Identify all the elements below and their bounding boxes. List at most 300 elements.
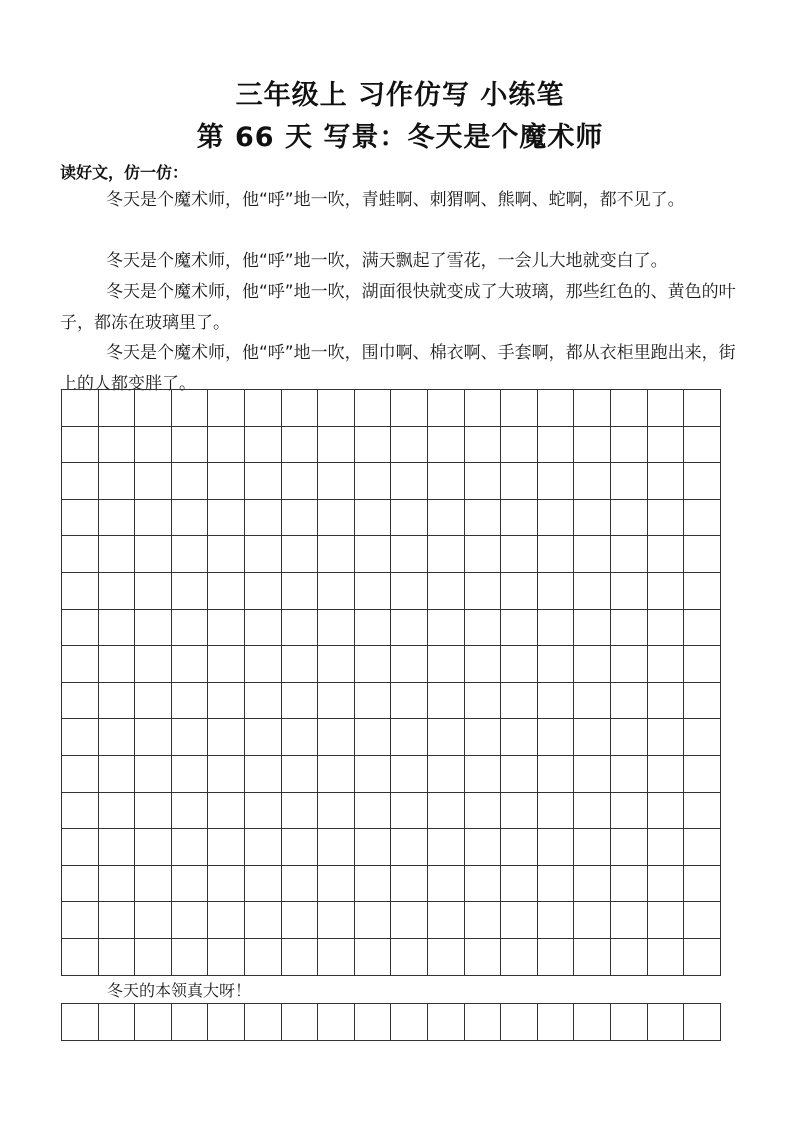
grid-cell[interactable] bbox=[501, 646, 538, 683]
grid-cell[interactable] bbox=[282, 390, 319, 427]
grid-cell[interactable] bbox=[135, 829, 172, 866]
grid-cell[interactable] bbox=[172, 427, 209, 464]
grid-cell[interactable] bbox=[501, 683, 538, 720]
grid-cell[interactable] bbox=[172, 902, 209, 939]
grid-cell[interactable] bbox=[538, 573, 575, 610]
grid-cell[interactable] bbox=[391, 500, 428, 537]
grid-cell[interactable] bbox=[318, 1004, 355, 1041]
grid-cell[interactable] bbox=[428, 427, 465, 464]
grid-cell[interactable] bbox=[208, 536, 245, 573]
grid-cell[interactable] bbox=[318, 646, 355, 683]
grid-cell[interactable] bbox=[648, 866, 685, 903]
grid-cell[interactable] bbox=[648, 463, 685, 500]
grid-cell[interactable] bbox=[62, 1004, 99, 1041]
grid-cell[interactable] bbox=[428, 683, 465, 720]
grid-cell[interactable] bbox=[465, 829, 502, 866]
grid-cell[interactable] bbox=[648, 719, 685, 756]
grid-cell[interactable] bbox=[355, 646, 392, 683]
grid-cell[interactable] bbox=[428, 866, 465, 903]
grid-cell[interactable] bbox=[611, 463, 648, 500]
grid-cell[interactable] bbox=[465, 500, 502, 537]
grid-cell[interactable] bbox=[648, 902, 685, 939]
grid-cell[interactable] bbox=[172, 829, 209, 866]
grid-cell[interactable] bbox=[428, 829, 465, 866]
grid-cell[interactable] bbox=[391, 573, 428, 610]
grid-cell[interactable] bbox=[465, 683, 502, 720]
grid-cell[interactable] bbox=[648, 573, 685, 610]
grid-cell[interactable] bbox=[99, 1004, 136, 1041]
grid-cell[interactable] bbox=[611, 939, 648, 976]
grid-cell[interactable] bbox=[245, 463, 282, 500]
grid-cell[interactable] bbox=[684, 719, 721, 756]
grid-cell[interactable] bbox=[245, 829, 282, 866]
grid-cell[interactable] bbox=[501, 939, 538, 976]
grid-cell[interactable] bbox=[465, 573, 502, 610]
grid-cell[interactable] bbox=[99, 610, 136, 647]
grid-cell[interactable] bbox=[428, 463, 465, 500]
grid-cell[interactable] bbox=[391, 390, 428, 427]
grid-cell[interactable] bbox=[501, 573, 538, 610]
grid-cell[interactable] bbox=[428, 939, 465, 976]
grid-cell[interactable] bbox=[318, 866, 355, 903]
grid-cell[interactable] bbox=[684, 646, 721, 683]
grid-cell[interactable] bbox=[574, 573, 611, 610]
grid-cell[interactable] bbox=[282, 463, 319, 500]
grid-cell[interactable] bbox=[648, 793, 685, 830]
grid-cell[interactable] bbox=[62, 610, 99, 647]
grid-cell[interactable] bbox=[318, 902, 355, 939]
grid-cell[interactable] bbox=[465, 756, 502, 793]
grid-cell[interactable] bbox=[135, 1004, 172, 1041]
grid-cell[interactable] bbox=[99, 500, 136, 537]
grid-cell[interactable] bbox=[282, 829, 319, 866]
grid-cell[interactable] bbox=[172, 646, 209, 683]
grid-cell[interactable] bbox=[428, 902, 465, 939]
grid-cell[interactable] bbox=[574, 719, 611, 756]
grid-cell[interactable] bbox=[538, 390, 575, 427]
grid-cell[interactable] bbox=[611, 829, 648, 866]
grid-cell[interactable] bbox=[245, 756, 282, 793]
grid-cell[interactable] bbox=[574, 536, 611, 573]
grid-cell[interactable] bbox=[245, 536, 282, 573]
grid-cell[interactable] bbox=[428, 719, 465, 756]
grid-cell[interactable] bbox=[282, 793, 319, 830]
grid-cell[interactable] bbox=[62, 573, 99, 610]
grid-cell[interactable] bbox=[355, 829, 392, 866]
grid-cell[interactable] bbox=[574, 756, 611, 793]
grid-cell[interactable] bbox=[318, 427, 355, 464]
grid-cell[interactable] bbox=[648, 683, 685, 720]
grid-cell[interactable] bbox=[282, 719, 319, 756]
grid-cell[interactable] bbox=[355, 939, 392, 976]
grid-cell[interactable] bbox=[428, 573, 465, 610]
grid-cell[interactable] bbox=[62, 390, 99, 427]
grid-cell[interactable] bbox=[648, 756, 685, 793]
grid-cell[interactable] bbox=[648, 829, 685, 866]
grid-cell[interactable] bbox=[99, 829, 136, 866]
grid-cell[interactable] bbox=[465, 536, 502, 573]
grid-cell[interactable] bbox=[684, 866, 721, 903]
grid-cell[interactable] bbox=[611, 500, 648, 537]
grid-cell[interactable] bbox=[245, 427, 282, 464]
grid-cell[interactable] bbox=[574, 463, 611, 500]
grid-cell[interactable] bbox=[172, 756, 209, 793]
grid-cell[interactable] bbox=[135, 610, 172, 647]
grid-cell[interactable] bbox=[574, 866, 611, 903]
grid-cell[interactable] bbox=[135, 573, 172, 610]
grid-cell[interactable] bbox=[172, 610, 209, 647]
grid-cell[interactable] bbox=[574, 500, 611, 537]
grid-cell[interactable] bbox=[574, 793, 611, 830]
grid-cell[interactable] bbox=[245, 939, 282, 976]
grid-cell[interactable] bbox=[355, 683, 392, 720]
grid-cell[interactable] bbox=[465, 939, 502, 976]
grid-cell[interactable] bbox=[62, 866, 99, 903]
grid-cell[interactable] bbox=[62, 719, 99, 756]
grid-cell[interactable] bbox=[538, 500, 575, 537]
grid-cell[interactable] bbox=[538, 793, 575, 830]
grid-cell[interactable] bbox=[245, 683, 282, 720]
grid-cell[interactable] bbox=[648, 1004, 685, 1041]
grid-cell[interactable] bbox=[611, 683, 648, 720]
grid-cell[interactable] bbox=[318, 500, 355, 537]
grid-cell[interactable] bbox=[465, 866, 502, 903]
grid-cell[interactable] bbox=[355, 390, 392, 427]
grid-cell[interactable] bbox=[282, 573, 319, 610]
grid-cell[interactable] bbox=[428, 500, 465, 537]
grid-cell[interactable] bbox=[318, 536, 355, 573]
grid-cell[interactable] bbox=[611, 427, 648, 464]
grid-cell[interactable] bbox=[318, 463, 355, 500]
grid-cell[interactable] bbox=[99, 463, 136, 500]
grid-cell[interactable] bbox=[428, 1004, 465, 1041]
grid-cell[interactable] bbox=[282, 902, 319, 939]
grid-cell[interactable] bbox=[135, 500, 172, 537]
grid-cell[interactable] bbox=[391, 939, 428, 976]
grid-cell[interactable] bbox=[465, 1004, 502, 1041]
grid-cell[interactable] bbox=[391, 536, 428, 573]
grid-cell[interactable] bbox=[99, 683, 136, 720]
grid-cell[interactable] bbox=[135, 719, 172, 756]
grid-cell[interactable] bbox=[538, 829, 575, 866]
grid-cell[interactable] bbox=[208, 793, 245, 830]
grid-cell[interactable] bbox=[501, 756, 538, 793]
grid-cell[interactable] bbox=[684, 500, 721, 537]
grid-cell[interactable] bbox=[501, 610, 538, 647]
grid-cell[interactable] bbox=[172, 793, 209, 830]
grid-cell[interactable] bbox=[355, 573, 392, 610]
grid-cell[interactable] bbox=[318, 390, 355, 427]
grid-cell[interactable] bbox=[245, 719, 282, 756]
grid-cell[interactable] bbox=[684, 610, 721, 647]
grid-cell[interactable] bbox=[99, 939, 136, 976]
grid-cell[interactable] bbox=[135, 939, 172, 976]
grid-cell[interactable] bbox=[318, 610, 355, 647]
grid-cell[interactable] bbox=[574, 939, 611, 976]
grid-cell[interactable] bbox=[245, 610, 282, 647]
grid-cell[interactable] bbox=[172, 1004, 209, 1041]
grid-cell[interactable] bbox=[318, 683, 355, 720]
grid-cell[interactable] bbox=[99, 573, 136, 610]
grid-cell[interactable] bbox=[99, 902, 136, 939]
grid-cell[interactable] bbox=[428, 390, 465, 427]
grid-cell[interactable] bbox=[611, 1004, 648, 1041]
grid-cell[interactable] bbox=[391, 427, 428, 464]
grid-cell[interactable] bbox=[318, 793, 355, 830]
grid-cell[interactable] bbox=[538, 756, 575, 793]
grid-cell[interactable] bbox=[684, 793, 721, 830]
grid-cell[interactable] bbox=[318, 939, 355, 976]
grid-cell[interactable] bbox=[684, 536, 721, 573]
grid-cell[interactable] bbox=[208, 939, 245, 976]
grid-cell[interactable] bbox=[648, 500, 685, 537]
grid-cell[interactable] bbox=[62, 536, 99, 573]
grid-cell[interactable] bbox=[428, 646, 465, 683]
grid-cell[interactable] bbox=[465, 427, 502, 464]
grid-cell[interactable] bbox=[391, 1004, 428, 1041]
grid-cell[interactable] bbox=[538, 646, 575, 683]
grid-cell[interactable] bbox=[208, 573, 245, 610]
grid-cell[interactable] bbox=[245, 390, 282, 427]
grid-cell[interactable] bbox=[135, 756, 172, 793]
grid-cell[interactable] bbox=[648, 390, 685, 427]
grid-cell[interactable] bbox=[611, 793, 648, 830]
grid-cell[interactable] bbox=[245, 902, 282, 939]
grid-cell[interactable] bbox=[684, 683, 721, 720]
grid-cell[interactable] bbox=[172, 719, 209, 756]
grid-cell[interactable] bbox=[684, 1004, 721, 1041]
grid-cell[interactable] bbox=[648, 610, 685, 647]
grid-cell[interactable] bbox=[62, 646, 99, 683]
grid-cell[interactable] bbox=[428, 793, 465, 830]
grid-cell[interactable] bbox=[684, 829, 721, 866]
grid-cell[interactable] bbox=[538, 536, 575, 573]
grid-cell[interactable] bbox=[538, 866, 575, 903]
grid-cell[interactable] bbox=[62, 427, 99, 464]
grid-cell[interactable] bbox=[611, 866, 648, 903]
grid-cell[interactable] bbox=[135, 536, 172, 573]
grid-cell[interactable] bbox=[538, 683, 575, 720]
grid-cell[interactable] bbox=[611, 719, 648, 756]
grid-cell[interactable] bbox=[684, 390, 721, 427]
grid-cell[interactable] bbox=[62, 939, 99, 976]
grid-cell[interactable] bbox=[501, 427, 538, 464]
grid-cell[interactable] bbox=[501, 719, 538, 756]
grid-cell[interactable] bbox=[574, 902, 611, 939]
grid-cell[interactable] bbox=[391, 610, 428, 647]
grid-cell[interactable] bbox=[501, 1004, 538, 1041]
grid-cell[interactable] bbox=[391, 463, 428, 500]
grid-cell[interactable] bbox=[355, 463, 392, 500]
grid-cell[interactable] bbox=[538, 463, 575, 500]
grid-cell[interactable] bbox=[611, 610, 648, 647]
grid-cell[interactable] bbox=[574, 646, 611, 683]
writing-grid[interactable] bbox=[61, 389, 721, 976]
grid-cell[interactable] bbox=[62, 902, 99, 939]
grid-cell[interactable] bbox=[208, 646, 245, 683]
grid-cell[interactable] bbox=[135, 793, 172, 830]
grid-cell[interactable] bbox=[318, 829, 355, 866]
grid-cell[interactable] bbox=[648, 939, 685, 976]
grid-cell[interactable] bbox=[208, 756, 245, 793]
grid-cell[interactable] bbox=[172, 573, 209, 610]
grid-cell[interactable] bbox=[282, 1004, 319, 1041]
grid-cell[interactable] bbox=[684, 463, 721, 500]
grid-cell[interactable] bbox=[465, 719, 502, 756]
grid-cell[interactable] bbox=[62, 683, 99, 720]
grid-cell[interactable] bbox=[62, 793, 99, 830]
grid-cell[interactable] bbox=[318, 756, 355, 793]
grid-cell[interactable] bbox=[208, 427, 245, 464]
grid-cell[interactable] bbox=[391, 793, 428, 830]
grid-cell[interactable] bbox=[99, 390, 136, 427]
grid-cell[interactable] bbox=[538, 427, 575, 464]
grid-cell[interactable] bbox=[62, 500, 99, 537]
closing-writing-grid[interactable] bbox=[61, 1003, 721, 1041]
grid-cell[interactable] bbox=[172, 500, 209, 537]
grid-cell[interactable] bbox=[355, 536, 392, 573]
grid-cell[interactable] bbox=[135, 463, 172, 500]
grid-cell[interactable] bbox=[501, 829, 538, 866]
grid-cell[interactable] bbox=[465, 902, 502, 939]
grid-cell[interactable] bbox=[574, 390, 611, 427]
grid-cell[interactable] bbox=[391, 756, 428, 793]
grid-cell[interactable] bbox=[501, 793, 538, 830]
grid-cell[interactable] bbox=[135, 427, 172, 464]
grid-cell[interactable] bbox=[574, 683, 611, 720]
grid-cell[interactable] bbox=[135, 390, 172, 427]
grid-cell[interactable] bbox=[318, 719, 355, 756]
grid-cell[interactable] bbox=[648, 427, 685, 464]
grid-cell[interactable] bbox=[208, 500, 245, 537]
grid-cell[interactable] bbox=[501, 536, 538, 573]
grid-cell[interactable] bbox=[245, 500, 282, 537]
grid-cell[interactable] bbox=[318, 573, 355, 610]
grid-cell[interactable] bbox=[391, 866, 428, 903]
grid-cell[interactable] bbox=[465, 610, 502, 647]
grid-cell[interactable] bbox=[465, 390, 502, 427]
grid-cell[interactable] bbox=[208, 1004, 245, 1041]
grid-cell[interactable] bbox=[172, 683, 209, 720]
grid-cell[interactable] bbox=[611, 646, 648, 683]
grid-cell[interactable] bbox=[172, 866, 209, 903]
grid-cell[interactable] bbox=[99, 719, 136, 756]
grid-cell[interactable] bbox=[245, 646, 282, 683]
grid-cell[interactable] bbox=[648, 536, 685, 573]
grid-cell[interactable] bbox=[282, 866, 319, 903]
grid-cell[interactable] bbox=[574, 829, 611, 866]
grid-cell[interactable] bbox=[99, 793, 136, 830]
grid-cell[interactable] bbox=[648, 646, 685, 683]
grid-cell[interactable] bbox=[611, 902, 648, 939]
grid-cell[interactable] bbox=[465, 463, 502, 500]
grid-cell[interactable] bbox=[99, 536, 136, 573]
grid-cell[interactable] bbox=[391, 902, 428, 939]
grid-cell[interactable] bbox=[99, 756, 136, 793]
grid-cell[interactable] bbox=[355, 902, 392, 939]
grid-cell[interactable] bbox=[574, 610, 611, 647]
grid-cell[interactable] bbox=[62, 463, 99, 500]
grid-cell[interactable] bbox=[428, 756, 465, 793]
grid-cell[interactable] bbox=[172, 463, 209, 500]
grid-cell[interactable] bbox=[355, 610, 392, 647]
grid-cell[interactable] bbox=[501, 866, 538, 903]
grid-cell[interactable] bbox=[282, 646, 319, 683]
grid-cell[interactable] bbox=[282, 683, 319, 720]
grid-cell[interactable] bbox=[282, 427, 319, 464]
grid-cell[interactable] bbox=[135, 646, 172, 683]
grid-cell[interactable] bbox=[355, 866, 392, 903]
grid-cell[interactable] bbox=[208, 683, 245, 720]
grid-cell[interactable] bbox=[684, 573, 721, 610]
grid-cell[interactable] bbox=[208, 866, 245, 903]
grid-cell[interactable] bbox=[135, 683, 172, 720]
grid-cell[interactable] bbox=[355, 500, 392, 537]
grid-cell[interactable] bbox=[355, 1004, 392, 1041]
grid-cell[interactable] bbox=[611, 573, 648, 610]
grid-cell[interactable] bbox=[538, 719, 575, 756]
grid-cell[interactable] bbox=[282, 536, 319, 573]
grid-cell[interactable] bbox=[428, 536, 465, 573]
grid-cell[interactable] bbox=[172, 390, 209, 427]
grid-cell[interactable] bbox=[684, 939, 721, 976]
grid-cell[interactable] bbox=[391, 683, 428, 720]
grid-cell[interactable] bbox=[282, 610, 319, 647]
grid-cell[interactable] bbox=[391, 829, 428, 866]
grid-cell[interactable] bbox=[208, 610, 245, 647]
grid-cell[interactable] bbox=[465, 646, 502, 683]
grid-cell[interactable] bbox=[428, 610, 465, 647]
grid-cell[interactable] bbox=[501, 500, 538, 537]
grid-cell[interactable] bbox=[465, 793, 502, 830]
grid-cell[interactable] bbox=[208, 902, 245, 939]
grid-cell[interactable] bbox=[208, 463, 245, 500]
grid-cell[interactable] bbox=[611, 390, 648, 427]
grid-cell[interactable] bbox=[282, 756, 319, 793]
grid-cell[interactable] bbox=[611, 536, 648, 573]
grid-cell[interactable] bbox=[245, 573, 282, 610]
grid-cell[interactable] bbox=[62, 756, 99, 793]
grid-cell[interactable] bbox=[135, 866, 172, 903]
grid-cell[interactable] bbox=[245, 866, 282, 903]
grid-cell[interactable] bbox=[538, 1004, 575, 1041]
grid-cell[interactable] bbox=[501, 902, 538, 939]
grid-cell[interactable] bbox=[245, 1004, 282, 1041]
grid-cell[interactable] bbox=[355, 756, 392, 793]
grid-cell[interactable] bbox=[208, 829, 245, 866]
grid-cell[interactable] bbox=[99, 866, 136, 903]
grid-cell[interactable] bbox=[684, 902, 721, 939]
grid-cell[interactable] bbox=[574, 1004, 611, 1041]
grid-cell[interactable] bbox=[135, 902, 172, 939]
grid-cell[interactable] bbox=[684, 427, 721, 464]
grid-cell[interactable] bbox=[684, 756, 721, 793]
grid-cell[interactable] bbox=[538, 939, 575, 976]
grid-cell[interactable] bbox=[391, 646, 428, 683]
grid-cell[interactable] bbox=[355, 427, 392, 464]
grid-cell[interactable] bbox=[538, 610, 575, 647]
grid-cell[interactable] bbox=[208, 390, 245, 427]
grid-cell[interactable] bbox=[574, 427, 611, 464]
grid-cell[interactable] bbox=[355, 793, 392, 830]
grid-cell[interactable] bbox=[99, 646, 136, 683]
grid-cell[interactable] bbox=[62, 829, 99, 866]
grid-cell[interactable] bbox=[538, 902, 575, 939]
grid-cell[interactable] bbox=[172, 536, 209, 573]
grid-cell[interactable] bbox=[245, 793, 282, 830]
grid-cell[interactable] bbox=[99, 427, 136, 464]
grid-cell[interactable] bbox=[172, 939, 209, 976]
